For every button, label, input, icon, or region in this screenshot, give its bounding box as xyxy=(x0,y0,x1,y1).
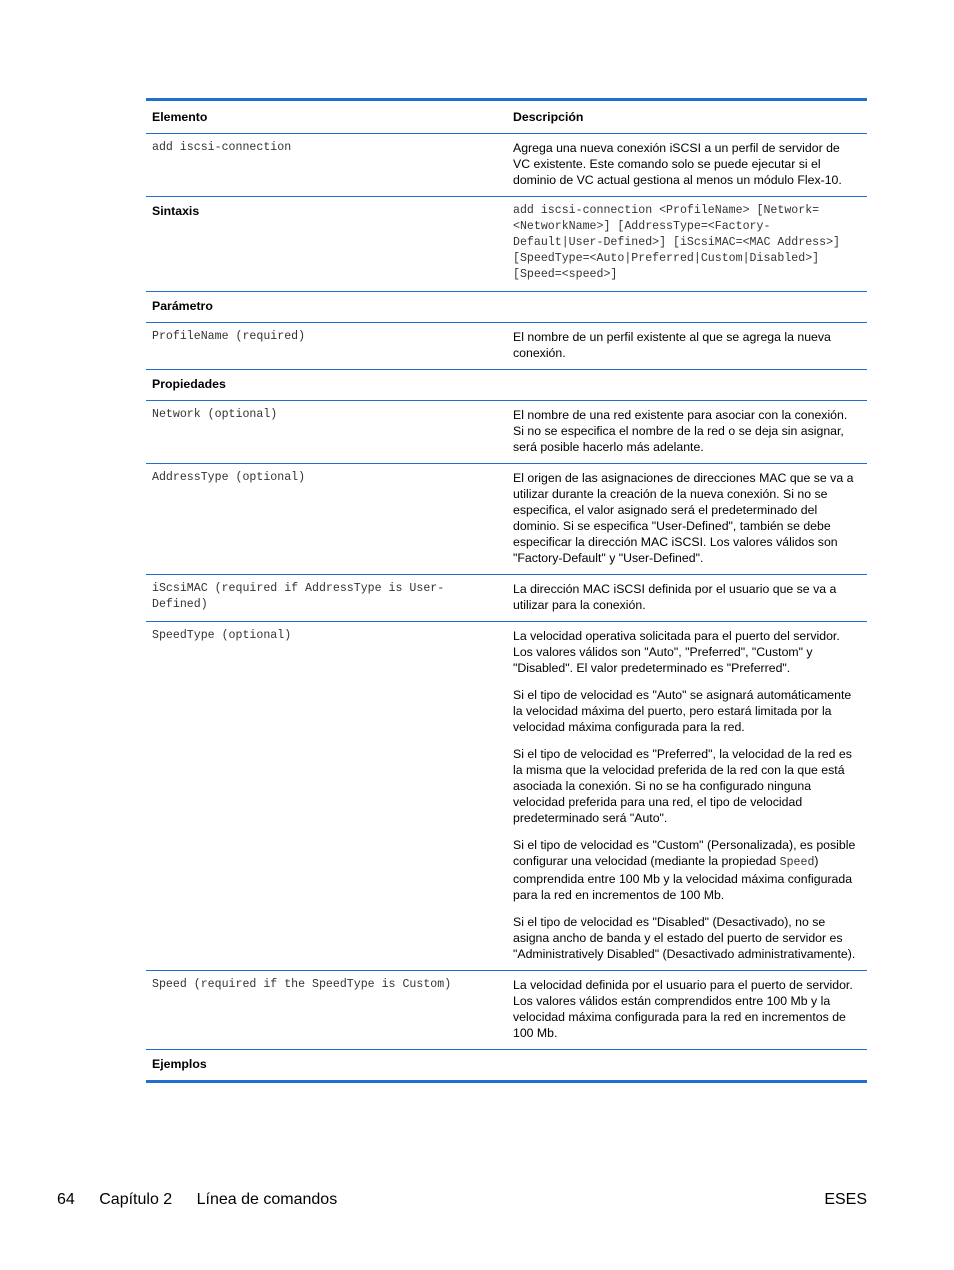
speedtype-paragraph: Si el tipo de velocidad es "Auto" se asignará automáticamente la velocidad máxima del puerto, pero estará limitada por la velocidad máxima configurada para la red. xyxy=(513,688,852,734)
table-section-row xyxy=(146,370,867,401)
footer-left xyxy=(57,1191,337,1209)
custom-text-end: ) comprendida entre 100 Mb y la velocidad máxima configurada para la red en incrementos de 100 Mb. xyxy=(513,854,853,902)
section-empty-cell xyxy=(507,1050,867,1080)
row-speedtype-description xyxy=(507,622,867,970)
row-iscsimac-description: La dirección MAC iSCSI definida por el usuario que se va a utilizar para la conexión. xyxy=(513,582,837,612)
row-syntax-label: Sintaxis xyxy=(152,204,200,218)
speedtype-paragraph: Si el tipo de velocidad es "Disabled" (Desactivado), no se asigna ancho de banda y el estado del puerto de servidor es "Administratively Disabled" (Desactivado administrativamente). xyxy=(513,915,856,961)
section-ejemplos: Ejemplos xyxy=(152,1057,207,1071)
row-network: Network (optional) xyxy=(152,408,278,421)
section-empty-cell xyxy=(507,292,867,322)
row-speedtype: SpeedType (optional) xyxy=(152,629,292,642)
section-parametro: Parámetro xyxy=(152,299,213,313)
row-addresstype: AddressType (optional) xyxy=(152,471,306,484)
speedtype-paragraph: La velocidad operativa solicitada para el puerto del servidor. Los valores válidos son "Auto", "Preferred", "Custom" y "Disabled". El valor predeterminado es "Preferred". xyxy=(513,629,840,675)
row-speed: Speed (required if the SpeedType is Custom) xyxy=(152,978,452,991)
row-profilename-description: El nombre de un perfil existente al que se agrega la nueva conexión. xyxy=(513,330,831,360)
custom-text-start: Si el tipo de velocidad es "Custom" (Personalizada), es posible configurar una velocidad (mediante la propiedad xyxy=(513,838,856,868)
row-command-name: add iscsi-connection xyxy=(152,141,292,154)
row-speed-description: La velocidad definida por el usuario para el puerto de servidor. Los valores válidos están comprendidos entre 100 Mb y la velocidad máxima configurada para la red en incrementos de 100 Mb. xyxy=(513,978,853,1040)
table-row xyxy=(146,464,867,575)
table-section-row xyxy=(146,292,867,323)
table-row xyxy=(146,134,867,197)
section-empty-cell xyxy=(507,370,867,400)
chapter-label: Capítulo 2 xyxy=(99,1191,173,1208)
row-syntax-code: add iscsi-connection <ProfileName> [Network=<NetworkName>] [AddressType=<Factory-Default|User-Defined>] [iScsiMAC=<MAC Address>] [SpeedType=<Auto|Preferred|Custom|Disabled>] [Speed=<speed>] xyxy=(513,204,840,281)
table-header-row xyxy=(146,101,867,134)
table-row xyxy=(146,323,867,370)
table-row xyxy=(146,197,867,292)
header-elemento: Elemento xyxy=(152,110,208,124)
page-number: 64 xyxy=(57,1191,75,1208)
row-addresstype-description: El origen de las asignaciones de direcciones MAC que se va a utilizar durante la creación de la nueva conexión. Si no se especifica, el valor asignado será el predeterminado del dominio. Si se especifica "User-Defined", también se debe especificar la dirección MAC iSCSI. Los valores válidos son "Factory-Default" y "User-Defined". xyxy=(513,471,854,565)
speedtype-paragraph: Si el tipo de velocidad es "Preferred", la velocidad de la red es la misma que la velocidad preferida de la red con la que está asociada la conexión. Si no se ha configurado ninguna velocidad preferida para una red, el tipo de velocidad predeterminado será "Auto". xyxy=(513,747,852,825)
row-network-description: El nombre de una red existente para asociar con la conexión. Si no se especifica el nombre de la red o se deja sin asignar, será posible hacerlo más adelante. xyxy=(513,408,848,454)
row-iscsimac: iScsiMAC (required if AddressType is User-Defined) xyxy=(152,582,445,611)
table-row xyxy=(146,622,867,971)
chapter-title: Línea de comandos xyxy=(196,1191,338,1208)
table-row xyxy=(146,401,867,464)
row-command-description: Agrega una nueva conexión iSCSI a un perfil de servidor de VC existente. Este comando solo se puede ejecutar si el dominio de VC actual gestiona al menos un módulo Flex-10. xyxy=(513,141,842,187)
row-profilename: ProfileName (required) xyxy=(152,330,306,343)
command-table xyxy=(146,98,867,1083)
custom-inline-code: Speed xyxy=(779,856,815,869)
header-descripcion: Descripción xyxy=(513,110,584,124)
table-row xyxy=(146,575,867,622)
table-section-row xyxy=(146,1050,867,1080)
speedtype-paragraph-custom xyxy=(513,837,859,903)
page-footer xyxy=(57,1191,867,1209)
footer-right-code: ESES xyxy=(824,1191,867,1208)
table-row xyxy=(146,971,867,1050)
section-propiedades: Propiedades xyxy=(152,377,226,391)
